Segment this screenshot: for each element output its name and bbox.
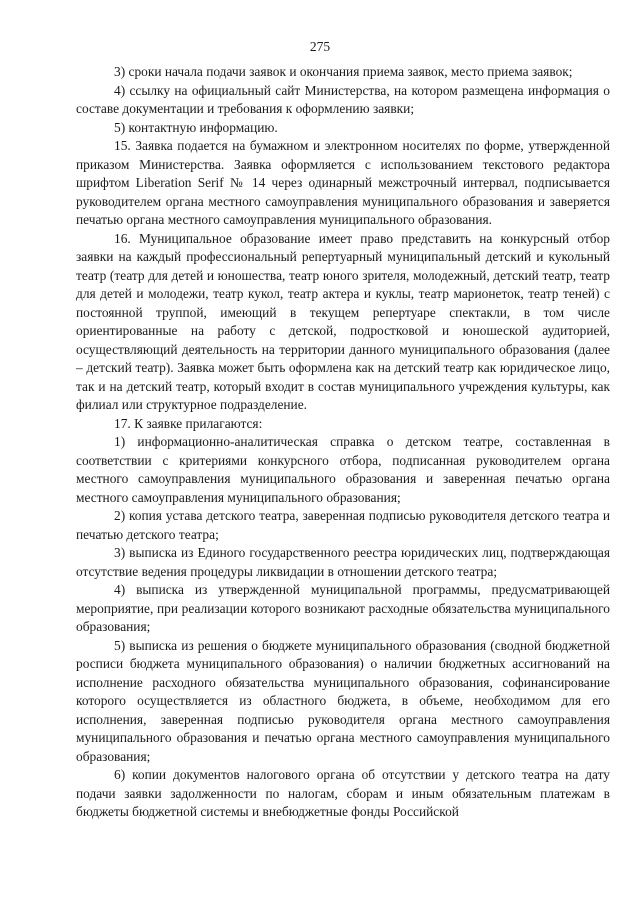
- paragraph-contact-info-item: 5) контактную информацию.: [114, 119, 278, 135]
- paragraph-attachment-2: 2) копия устава детского театра, заверенная подписью руководителя детского театра и печатью детского театра;: [76, 508, 610, 542]
- paragraph-clause-17: 17. К заявке прилагаются:: [114, 415, 263, 431]
- paragraph-application-dates-item: 3) сроки начала подачи заявок и окончания приема заявок, место приема заявок;: [114, 64, 573, 79]
- paragraph-attachment-5: 5) выписка из решения о бюджете муниципального образования (сводной бюджетной росписи бюджета муниципального образования) о наличии бюджетных ассигнований на исполнение расходного обязательства муниципального образования, софинансирование которого осуществляется из областного бюджета, в объеме, необходимом для его исполнения, заверенная подписью руководителя органа местного самоуправления муниципального образования и печатью органа местного самоуправления муниципального образования;: [76, 637, 610, 764]
- paragraph-attachment-1: 1) информационно-аналитическая справка о детском театре, составленная в соответствии с критериями конкурсного отбора, подписанная руководителем органа местного самоуправления муниципального образования и заверенная печатью органа местного самоуправления муниципального образования;: [76, 434, 610, 505]
- paragraph-clause-15: 15. Заявка подается на бумажном и электронном носителях по форме, утвержденной приказом Министерства. Заявка оформляется с использованием текстового редактора шрифтом Liberation Serif № 14 через одинарный межстрочный интервал, подписывается руководителем органа местного самоуправления муниципального образования и заверяется печатью органа местного самоуправления муниципального образования.: [76, 138, 610, 227]
- paragraph-attachment-6: 6) копии документов налогового органа об отсутствии у детского театра на дату подачи заявки задолженности по налогам, сборам и иным обязательным платежам в бюджеты бюджетной системы и внебюджетные фонды Российской: [76, 767, 610, 819]
- paragraph-attachment-4: 4) выписка из утвержденной муниципальной программы, предусматривающей мероприятие, при реализации которого возникают расходные обязательства муниципального образования;: [76, 582, 610, 634]
- paragraph-attachment-3: 3) выписка из Единого государственного реестра юридических лиц, подтверждающая отсутствие ведения процедуры ликвидации в отношении детского театра;: [76, 545, 610, 579]
- paragraph-clause-16: 16. Муниципальное образование имеет право представить на конкурсный отбор заявки на каждый профессиональный репертуарный муниципальный детский и кукольный театр (театр для детей и юношества, театр юного зрителя, молодежный, детский театр, театр для детей и молодежи, театр кукол, театр актера и куклы, театр марионеток, театр теней) с постоянной труппой, имеющий в текущем репертуаре спектакли, в том числе ориентированные на работу с детской, подростковой и юношеской аудиторией, осуществляющий деятельность на территории данного муниципального образования (далее – детский театр). Заявка может быть оформлена как на детский театр как юридическое лицо, так и на детский театр, который входит в состав муниципального учреждения культуры, как филиал или структурное подразделение.: [76, 230, 610, 412]
- paragraph-website-link-item: 4) ссылку на официальный сайт Министерства, на котором размещена информация о составе документации и требования к оформлению заявки;: [76, 82, 610, 116]
- page-number: 275: [309, 39, 331, 54]
- document-body: [76, 63, 610, 822]
